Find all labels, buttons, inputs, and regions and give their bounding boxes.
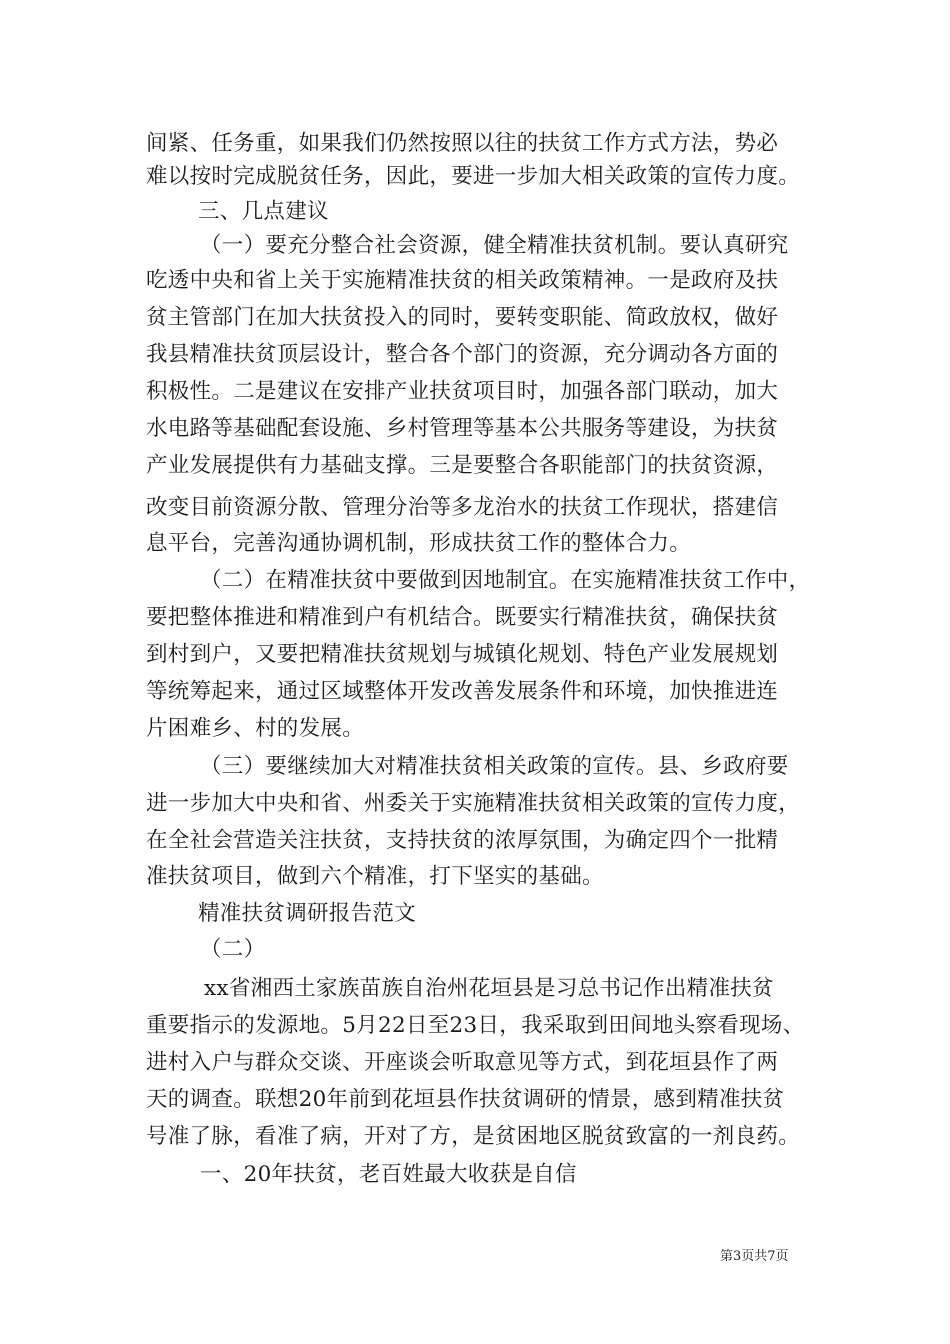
text-line: 间紧、任务重，如果我们仍然按照以往的扶贫工作方式方法，势必 [146,131,779,156]
text-line: 吃透中央和省上关于实施精准扶贫的相关政策精神。一是政府及扶 [146,268,779,293]
text-line: 准扶贫项目，做到六个精准，打下坚实的基础。 [146,864,604,889]
section-heading: 三、几点建议 [198,199,329,224]
text-line: 到村到户，又要把精准扶贫规划与城镇化规划、特色产业发展规划 [146,642,779,667]
text-line: 要把整体推进和精准到户有机结合。既要实行精准扶贫，确保扶贫 [146,605,779,630]
text-line: 积极性。二是建议在安排产业扶贫项目时，加强各部门联动，加大 [146,379,779,404]
text-line: 在全社会营造关注扶贫，支持扶贫的浓厚氛围，为确定四个一批精 [146,828,779,853]
text-line: 号准了脉，看准了病，开对了方，是贫困地区脱贫致富的一剂良药。 [146,1124,801,1149]
text-line: 片困难乡、村的发展。 [146,716,365,741]
text-line: 改变目前资源分散、管理分治等多龙治水的扶贫工作现状，搭建信 [146,495,779,520]
text-line: 我县精准扶贫顶层设计，整合各个部门的资源，充分调动各方面的 [146,342,779,367]
text-line: （一）要充分整合社会资源，健全精准扶贫机制。要认真研究 [200,233,789,258]
text-line: 产业发展提供有力基础支撑。三是要整合各职能部门的扶贫资源， [146,453,779,478]
text-line: （二）在精准扶贫中要做到因地制宜。在实施精准扶贫工作中， [200,568,811,593]
page-number: 第3页共7页 [720,1249,789,1264]
text-line: 进村入户与群众交谈、开座谈会听取意见等方式，到花垣县作了两 [146,1050,779,1075]
text-line: xx省湘西土家族苗族自治州花垣县是习总书记作出精准扶贫 [204,976,774,1001]
document-title: 精准扶贫调研报告范文 [198,901,417,926]
document-subtitle: （二） [200,937,266,962]
text-line: 重要指示的发源地。5月22日至23日，我采取到田间地头察看现场、 [146,1013,805,1038]
text-line: 水电路等基础配套设施、乡村管理等基本公共服务等建设，为扶贫 [146,416,779,441]
text-line: 等统筹起来，通过区域整体开发改善发展条件和环境，加快推进连 [146,679,779,704]
text-line: 息平台，完善沟通协调机制，形成扶贫工作的整体合力。 [146,531,692,556]
text-line: （三）要继续加大对精准扶贫相关政策的宣传。县、乡政府要 [200,754,789,779]
text-line: 天的调查。联想20年前到花垣县作扶贫调研的情景，感到精准扶贫 [146,1087,785,1112]
text-line: 难以按时完成脱贫任务，因此，要进一步加大相关政策的宣传力度。 [146,164,801,189]
section-heading: 一、20年扶贫，老百姓最大收获是自信 [200,1162,577,1187]
text-line: 进一步加大中央和省、州委关于实施精准扶贫相关政策的宣传力度， [146,791,801,816]
text-line: 贫主管部门在加大扶贫投入的同时，要转变职能、简政放权，做好 [146,305,779,330]
